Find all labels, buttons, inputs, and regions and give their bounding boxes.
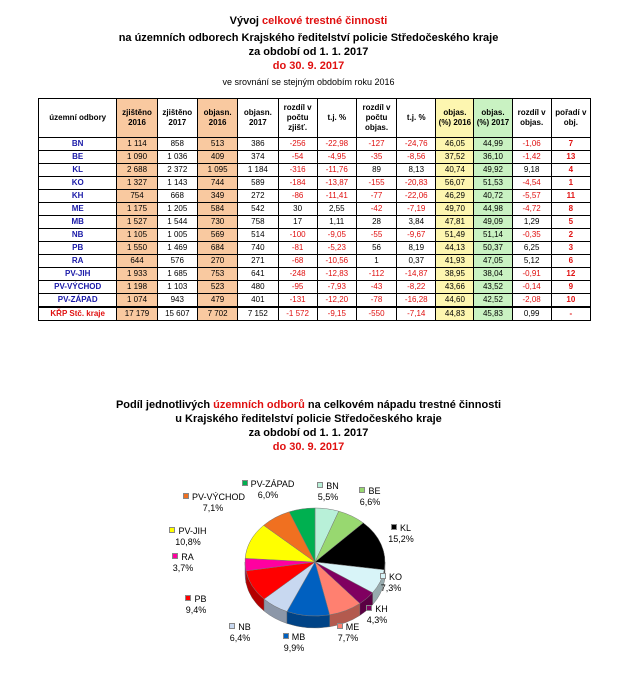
table-cell: -11,76 bbox=[317, 164, 356, 177]
col-header-zj17: zjištěno 2017 bbox=[157, 99, 197, 138]
table-cell: 43,52 bbox=[474, 281, 512, 294]
table-cell: -4,72 bbox=[512, 203, 551, 216]
table-cell: -8,22 bbox=[397, 281, 436, 294]
col-header-tj2: t.j. % bbox=[397, 99, 436, 138]
table-cell: 1 550 bbox=[117, 242, 157, 255]
pie-label-name: MB bbox=[291, 632, 306, 642]
table-cell: 1 544 bbox=[157, 216, 197, 229]
table-cell: 8,13 bbox=[397, 164, 436, 177]
table-cell: -1 572 bbox=[278, 307, 317, 321]
table-cell: 1 114 bbox=[117, 138, 157, 151]
cell-odbor: KH bbox=[39, 190, 117, 203]
table-cell: -22,98 bbox=[317, 138, 356, 151]
table-cell: 6,25 bbox=[512, 242, 551, 255]
table-cell: 10 bbox=[551, 294, 590, 308]
table-cell: -43 bbox=[356, 281, 396, 294]
table-cell: 744 bbox=[197, 177, 237, 190]
pie-label-percent: 9,9% bbox=[283, 643, 305, 653]
table-cell: 49,70 bbox=[436, 203, 474, 216]
cell-odbor: BE bbox=[39, 151, 117, 164]
table-cell: 740 bbox=[238, 242, 278, 255]
table-cell: -131 bbox=[278, 294, 317, 308]
table-cell: 2,55 bbox=[317, 203, 356, 216]
table-cell: 1 095 bbox=[197, 164, 237, 177]
table-cell: 50,37 bbox=[474, 242, 512, 255]
legend-swatch bbox=[380, 573, 386, 579]
table-cell: 542 bbox=[238, 203, 278, 216]
table-cell: 46,29 bbox=[436, 190, 474, 203]
table-cell: 1 685 bbox=[157, 268, 197, 281]
table-cell: -14,87 bbox=[397, 268, 436, 281]
cell-odbor: PV-VÝCHOD bbox=[39, 281, 117, 294]
table-cell: 9,18 bbox=[512, 164, 551, 177]
table-cell: -4,95 bbox=[317, 151, 356, 164]
table-cell: 1 184 bbox=[238, 164, 278, 177]
report-subtitle: na územních odborech Krajského ředitelství policie Středočeského kraje bbox=[118, 32, 499, 44]
pie-label-ra bbox=[153, 552, 213, 574]
table-cell: -95 bbox=[278, 281, 317, 294]
table-cell: 943 bbox=[157, 294, 197, 308]
table-cell: -10,56 bbox=[317, 255, 356, 268]
table-cell: 38,95 bbox=[436, 268, 474, 281]
table-cell: 349 bbox=[197, 190, 237, 203]
table-cell: 644 bbox=[117, 255, 157, 268]
pie-label-percent: 7,1% bbox=[202, 503, 224, 513]
table-cell: 1,11 bbox=[317, 216, 356, 229]
table-cell: 1 036 bbox=[157, 151, 197, 164]
pie-label-name: BN bbox=[326, 481, 339, 491]
table-cell: -54 bbox=[278, 151, 317, 164]
pie-label-pv-jih bbox=[158, 526, 218, 548]
table-cell: 4 bbox=[551, 164, 590, 177]
cell-odbor: MB bbox=[39, 216, 117, 229]
table-cell: 758 bbox=[238, 216, 278, 229]
table-cell: -9,05 bbox=[317, 229, 356, 242]
cell-odbor: PV-JIH bbox=[39, 268, 117, 281]
table-cell: -16,28 bbox=[397, 294, 436, 308]
pie-label-name: KL bbox=[399, 523, 411, 533]
table-cell: 2 372 bbox=[157, 164, 197, 177]
pie-label-ko bbox=[361, 572, 421, 594]
cell-odbor: NB bbox=[39, 229, 117, 242]
table-cell: 1 143 bbox=[157, 177, 197, 190]
pie-label-percent: 5,5% bbox=[317, 492, 339, 502]
table-cell: 1 bbox=[551, 177, 590, 190]
table-cell: 1 327 bbox=[117, 177, 157, 190]
table-cell: 5 bbox=[551, 216, 590, 229]
cell-odbor: ME bbox=[39, 203, 117, 216]
table-cell: 43,66 bbox=[436, 281, 474, 294]
pie-label-percent: 10,8% bbox=[175, 537, 201, 547]
col-header-tj1: t.j. % bbox=[317, 99, 356, 138]
table-cell: 3 bbox=[551, 242, 590, 255]
table-cell: -5,57 bbox=[512, 190, 551, 203]
table-cell: 1 bbox=[356, 255, 396, 268]
table-cell: 409 bbox=[197, 151, 237, 164]
table-cell: 30 bbox=[278, 203, 317, 216]
table-cell: 5,12 bbox=[512, 255, 551, 268]
legend-swatch bbox=[172, 553, 178, 559]
table-cell: 13 bbox=[551, 151, 590, 164]
table-cell: -0,14 bbox=[512, 281, 551, 294]
table-cell: 40,74 bbox=[436, 164, 474, 177]
table-cell: 36,10 bbox=[474, 151, 512, 164]
table-cell: 754 bbox=[117, 190, 157, 203]
table-cell: 41,93 bbox=[436, 255, 474, 268]
table-cell: -1,42 bbox=[512, 151, 551, 164]
pie-label-kl bbox=[371, 523, 431, 545]
table-cell: 858 bbox=[157, 138, 197, 151]
legend-swatch bbox=[169, 527, 175, 533]
table-cell: 753 bbox=[197, 268, 237, 281]
table-cell: 270 bbox=[197, 255, 237, 268]
cell-odbor: KŘP Stč. kraje bbox=[39, 307, 117, 321]
chart-period-from: za období od 1. 1. 2017 bbox=[248, 427, 369, 439]
pie-label-percent: 9,4% bbox=[185, 605, 207, 615]
pie-label-name: KO bbox=[388, 572, 402, 582]
table-cell: -316 bbox=[278, 164, 317, 177]
table-cell: 8,19 bbox=[397, 242, 436, 255]
pie-label-name: NB bbox=[238, 622, 251, 632]
report-period-to: do 30. 9. 2017 bbox=[272, 60, 345, 72]
report-period-from: za období od 1. 1. 2017 bbox=[248, 46, 369, 58]
table-cell: 7 bbox=[551, 138, 590, 151]
table-cell: 12 bbox=[551, 268, 590, 281]
col-header-rozdil-objas: rozdíl v počtu objas. bbox=[356, 99, 396, 138]
table-cell: -9,67 bbox=[397, 229, 436, 242]
pie-label-me bbox=[318, 622, 378, 644]
chart-subtitle: u Krajského ředitelství policie Středočeského kraje bbox=[175, 413, 442, 425]
table-cell: -20,83 bbox=[397, 177, 436, 190]
table-cell: 480 bbox=[238, 281, 278, 294]
table-cell: -0,91 bbox=[512, 268, 551, 281]
chart-period-to: do 30. 9. 2017 bbox=[272, 441, 345, 453]
table-cell: 56 bbox=[356, 242, 396, 255]
table-cell: 56,07 bbox=[436, 177, 474, 190]
cell-odbor: PB bbox=[39, 242, 117, 255]
table-cell: -13,87 bbox=[317, 177, 356, 190]
table-cell: -7,14 bbox=[397, 307, 436, 321]
pie-label-name: PB bbox=[194, 594, 207, 604]
pie-label-percent: 4,3% bbox=[366, 615, 388, 625]
legend-swatch bbox=[359, 487, 365, 493]
table-cell: -77 bbox=[356, 190, 396, 203]
col-header-rozdil-objas-pct: rozdíl v objas. bbox=[512, 99, 551, 138]
table-cell: 1 205 bbox=[157, 203, 197, 216]
table-cell: -4,54 bbox=[512, 177, 551, 190]
table-cell: -12,83 bbox=[317, 268, 356, 281]
col-header-ob16: objasn. 2016 bbox=[197, 99, 237, 138]
table-cell: 42,52 bbox=[474, 294, 512, 308]
pie-label-percent: 6,6% bbox=[359, 497, 381, 507]
table-cell: -55 bbox=[356, 229, 396, 242]
table-cell: 17 179 bbox=[117, 307, 157, 321]
table-cell: 89 bbox=[356, 164, 396, 177]
table-cell: -81 bbox=[278, 242, 317, 255]
pie-label-percent: 7,7% bbox=[337, 633, 359, 643]
table-cell: 11 bbox=[551, 190, 590, 203]
pie-label-name: ME bbox=[345, 622, 360, 632]
table-cell: -155 bbox=[356, 177, 396, 190]
table-cell: 44,13 bbox=[436, 242, 474, 255]
table-cell: -550 bbox=[356, 307, 396, 321]
table-cell: 1 469 bbox=[157, 242, 197, 255]
col-header-objas-2017: objas. (%) 2017 bbox=[474, 99, 512, 138]
pie-label-mb bbox=[264, 632, 324, 654]
table-cell: 46,05 bbox=[436, 138, 474, 151]
table-cell: -7,93 bbox=[317, 281, 356, 294]
table-cell: 38,04 bbox=[474, 268, 512, 281]
table-cell: -68 bbox=[278, 255, 317, 268]
title-highlight: celkové trestné činnosti bbox=[262, 15, 388, 27]
table-cell: 9 bbox=[551, 281, 590, 294]
table-cell: 45,83 bbox=[474, 307, 512, 321]
table-cell: 0,99 bbox=[512, 307, 551, 321]
cell-odbor: PV-ZÁPAD bbox=[39, 294, 117, 308]
table-cell: 514 bbox=[238, 229, 278, 242]
table-cell: 17 bbox=[278, 216, 317, 229]
pie-label-percent: 6,0% bbox=[257, 490, 279, 500]
table-cell: -24,76 bbox=[397, 138, 436, 151]
table-cell: -127 bbox=[356, 138, 396, 151]
pie-label-nb bbox=[210, 622, 270, 644]
table-cell: 51,14 bbox=[474, 229, 512, 242]
table-cell: 1 074 bbox=[117, 294, 157, 308]
table-cell: 49,09 bbox=[474, 216, 512, 229]
col-header-rozdil-zjist: rozdíl v počtu zjišť. bbox=[278, 99, 317, 138]
col-header-poradi: pořadí v obj. bbox=[551, 99, 590, 138]
table-cell: 1 103 bbox=[157, 281, 197, 294]
table-cell: 40,72 bbox=[474, 190, 512, 203]
table-cell: -0,35 bbox=[512, 229, 551, 242]
table-cell: -78 bbox=[356, 294, 396, 308]
legend-swatch bbox=[366, 605, 372, 611]
table-cell: -22,06 bbox=[397, 190, 436, 203]
col-header-objas-2016: objas. (%) 2016 bbox=[436, 99, 474, 138]
pie-label-name: RA bbox=[181, 552, 194, 562]
table-cell: -42 bbox=[356, 203, 396, 216]
table-cell: 1 175 bbox=[117, 203, 157, 216]
table-cell: 271 bbox=[238, 255, 278, 268]
table-cell: -8,56 bbox=[397, 151, 436, 164]
pie-label-name: PV-JIH bbox=[178, 526, 207, 536]
table-cell: -11,41 bbox=[317, 190, 356, 203]
pie-label-name: BE bbox=[368, 486, 381, 496]
table-cell: 7 702 bbox=[197, 307, 237, 321]
table-cell: -9,15 bbox=[317, 307, 356, 321]
table-cell: 523 bbox=[197, 281, 237, 294]
pie-label-pv-západ bbox=[238, 479, 298, 501]
table-cell: 668 bbox=[157, 190, 197, 203]
legend-swatch bbox=[185, 595, 191, 601]
col-header-odbory: územní odbory bbox=[39, 99, 117, 138]
table-cell: - bbox=[551, 307, 590, 321]
table-cell: 272 bbox=[238, 190, 278, 203]
table-cell: 47,81 bbox=[436, 216, 474, 229]
table-cell: -112 bbox=[356, 268, 396, 281]
pie-label-pv-východ bbox=[183, 492, 246, 514]
table-cell: 1 527 bbox=[117, 216, 157, 229]
col-header-ob17: objasn. 2017 bbox=[238, 99, 278, 138]
pie-label-percent: 3,7% bbox=[172, 563, 194, 573]
table-cell: 513 bbox=[197, 138, 237, 151]
table-cell: 44,83 bbox=[436, 307, 474, 321]
cell-odbor: BN bbox=[39, 138, 117, 151]
table-cell: 7 152 bbox=[238, 307, 278, 321]
cell-odbor: KL bbox=[39, 164, 117, 177]
pie-label-percent: 15,2% bbox=[388, 534, 414, 544]
table-cell: 1 933 bbox=[117, 268, 157, 281]
col-header-zj16: zjištěno 2016 bbox=[117, 99, 157, 138]
legend-swatch bbox=[391, 524, 397, 530]
table-cell: -86 bbox=[278, 190, 317, 203]
pie-label-be bbox=[340, 486, 400, 508]
table-cell: 8 bbox=[551, 203, 590, 216]
table-cell: 51,53 bbox=[474, 177, 512, 190]
table-cell: 44,98 bbox=[474, 203, 512, 216]
table-cell: 374 bbox=[238, 151, 278, 164]
table-cell: 37,52 bbox=[436, 151, 474, 164]
table-cell: 569 bbox=[197, 229, 237, 242]
table-cell: 684 bbox=[197, 242, 237, 255]
legend-swatch bbox=[242, 480, 248, 486]
table-cell: -12,20 bbox=[317, 294, 356, 308]
pie-label-percent: 6,4% bbox=[229, 633, 251, 643]
cell-odbor: KO bbox=[39, 177, 117, 190]
table-cell: 1 005 bbox=[157, 229, 197, 242]
table-cell: 1 105 bbox=[117, 229, 157, 242]
cell-odbor: RA bbox=[39, 255, 117, 268]
table-cell: 730 bbox=[197, 216, 237, 229]
table-cell: -7,19 bbox=[397, 203, 436, 216]
table-cell: 2 688 bbox=[117, 164, 157, 177]
table-cell: 386 bbox=[238, 138, 278, 151]
table-cell: -248 bbox=[278, 268, 317, 281]
table-cell: -35 bbox=[356, 151, 396, 164]
table-cell: 49,92 bbox=[474, 164, 512, 177]
table-cell: 6 bbox=[551, 255, 590, 268]
table-cell: -100 bbox=[278, 229, 317, 242]
title-prefix: Vývoj bbox=[229, 15, 263, 27]
legend-swatch bbox=[229, 623, 235, 629]
table-cell: 28 bbox=[356, 216, 396, 229]
table-cell: -2,08 bbox=[512, 294, 551, 308]
pie-label-name: PV-ZÁPAD bbox=[250, 479, 295, 489]
table-cell: 1 090 bbox=[117, 151, 157, 164]
legend-swatch bbox=[183, 493, 189, 499]
table-cell: 15 607 bbox=[157, 307, 197, 321]
table-cell: 576 bbox=[157, 255, 197, 268]
report-comparison-note: ve srovnání se stejným obdobím roku 2016 bbox=[222, 77, 395, 87]
table-cell: 401 bbox=[238, 294, 278, 308]
table-cell: 641 bbox=[238, 268, 278, 281]
table-cell: -184 bbox=[278, 177, 317, 190]
table-cell: 1,29 bbox=[512, 216, 551, 229]
pie-label-pb bbox=[166, 594, 226, 616]
table-cell: -1,06 bbox=[512, 138, 551, 151]
table-cell: 47,05 bbox=[474, 255, 512, 268]
table-cell: 3,84 bbox=[397, 216, 436, 229]
table-cell: 479 bbox=[197, 294, 237, 308]
pie-label-percent: 7,3% bbox=[380, 583, 402, 593]
table-cell: 44,60 bbox=[436, 294, 474, 308]
pie-label-name: PV-VÝCHOD bbox=[192, 492, 246, 502]
table-cell: 44,99 bbox=[474, 138, 512, 151]
chart-title: Podíl jednotlivých územních odborů na celkovém nápadu trestné činnosti bbox=[115, 399, 502, 411]
table-cell: 2 bbox=[551, 229, 590, 242]
pie-label-name: KH bbox=[375, 604, 388, 614]
table-cell: 589 bbox=[238, 177, 278, 190]
table-cell: -5,23 bbox=[317, 242, 356, 255]
table-cell: 51,49 bbox=[436, 229, 474, 242]
legend-swatch bbox=[337, 623, 343, 629]
table-cell: 584 bbox=[197, 203, 237, 216]
table-cell: 0,37 bbox=[397, 255, 436, 268]
table-cell: 1 198 bbox=[117, 281, 157, 294]
legend-swatch bbox=[283, 633, 289, 639]
table-cell: -256 bbox=[278, 138, 317, 151]
legend-swatch bbox=[317, 482, 323, 488]
